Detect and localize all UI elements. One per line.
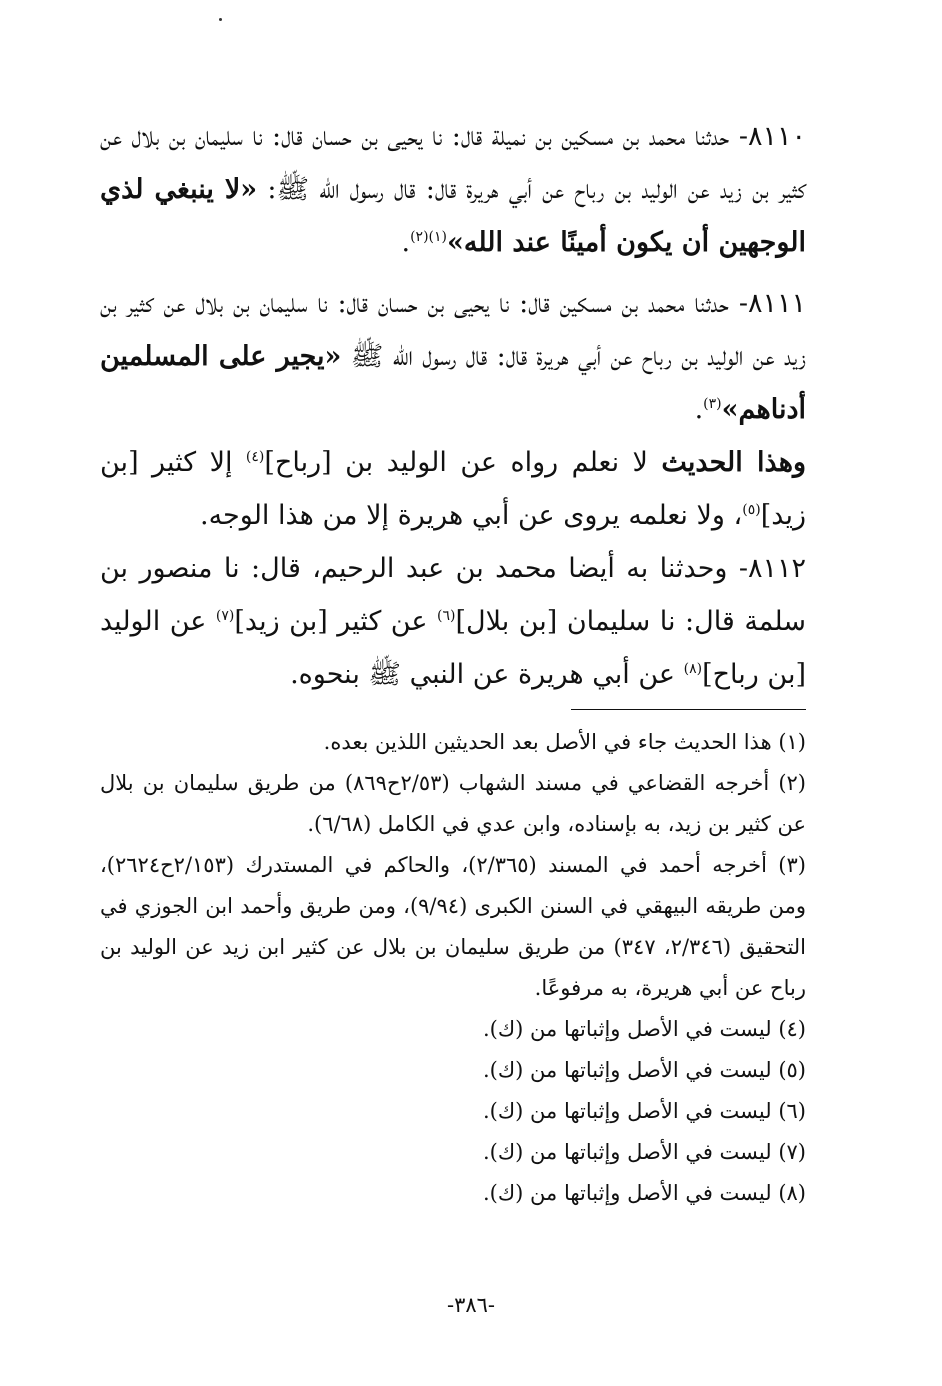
hadith-8111-matn: «يجير على المسلمين أدناهم» — [100, 341, 806, 425]
commentary-text-1: لا نعلم رواه عن الوليد بن [رباح] — [264, 447, 662, 478]
hadith-8111-text: ٨١١١- حدثنا محمد بن مسكين قال: نا يحيى بن حسان قال: نا سليمان بن بلال عن كثير بن زيد عن الوليد بن رباح عن أبي هريرة قال: قال رسول الله ﷺ — [100, 288, 806, 372]
hadith-8110 — [100, 110, 806, 269]
commentary-lead: وهذا الحديث — [661, 447, 806, 478]
hadith-8111 — [100, 277, 806, 436]
footnote-6: (٦) ليست في الأصل وإثباتها من (ك). — [483, 1099, 806, 1123]
footnote-1: (١) هذا الحديث جاء في الأصل بعد الحديثين اللذين بعده. — [323, 730, 806, 754]
page-mark-dot — [219, 18, 222, 21]
hadith-8112-text-3: عن الوليد [بن رباح] — [100, 606, 806, 690]
commentary-text-2: إلا كثير [بن زيد] — [100, 447, 806, 531]
footnote-ref-1-2: (١)(٢) — [410, 229, 448, 245]
footnote-4: (٤) ليست في الأصل وإثباتها من (ك). — [483, 1017, 806, 1041]
footnote-ref-8: (٨) — [683, 661, 703, 677]
footnote-7: (٧) ليست في الأصل وإثباتها من (ك). — [483, 1140, 806, 1164]
footnote-2: (٢) أخرجه القضاعي في مسند الشهاب (٢/٥٣ح٨٦٩) من طريق سليمان بن بلال عن كثير بن زيد، به بإسناده، وابن عدي في الكامل (٦/٦٨). — [100, 771, 806, 836]
footnote-8: (٨) ليست في الأصل وإثباتها من (ك). — [483, 1181, 806, 1205]
page-body — [100, 110, 806, 1214]
footnote-separator — [571, 709, 806, 710]
footnote-ref-4: (٤) — [245, 449, 265, 465]
footnotes — [100, 722, 806, 1214]
commentary — [100, 436, 806, 542]
hadith-8111-end: . — [694, 394, 704, 425]
footnote-ref-6: (٦) — [436, 608, 456, 624]
hadith-8112-text-2: عن كثير [بن زيد] — [234, 606, 437, 637]
page-number: -٣٨٦- — [446, 1293, 496, 1317]
hadith-8112-text-1: ٨١١٢- وحدثنا به أيضا محمد بن عبد الرحيم، قال: نا منصور بن سلمة قال: نا سليمان [بن بلال] — [100, 553, 806, 637]
hadith-8110-matn: «لا ينبغي لذي الوجهين أن يكون أمينًا عند الله» — [100, 174, 806, 258]
footnote-ref-5: (٥) — [742, 502, 761, 518]
footnote-3: (٣) أخرجه أحمد في المسند (٢/٣٦٥)، والحاكم في المستدرك (٢/١٥٣ح٢٦٢٤)، ومن طريقه البيهقي في السنن الكبرى (٩/٩٤)، ومن طريق وأحمد ابن الجوزي في التحقيق (٢/٣٤٦، ٣٤٧) من طريق سليمان بن بلال عن كثير ابن زيد عن الوليد بن رباح عن أبي هريرة، به مرفوعًا. — [100, 853, 807, 1000]
hadith-8112 — [100, 542, 806, 701]
hadith-8112-text-4: عن أبي هريرة عن النبي ﷺ بنحوه. — [290, 659, 684, 690]
footnote-ref-3: (٣) — [703, 396, 722, 412]
footnote-5: (٥) ليست في الأصل وإثباتها من (ك). — [483, 1058, 806, 1082]
hadith-8110-end: . — [401, 227, 411, 258]
commentary-text-3: ، ولا نعلمه يروى عن أبي هريرة إلا من هذا الوجه. — [200, 500, 743, 531]
hadith-8110-text: ٨١١٠- حدثنا محمد بن مسكين بن نميلة قال: نا يحيى بن حسان قال: نا سليمان بن بلال عن كثير بن زيد عن الوليد بن رباح عن أبي هريرة قال: قال رسول الله ﷺ: — [100, 121, 806, 205]
footnote-ref-7: (٧) — [215, 608, 235, 624]
